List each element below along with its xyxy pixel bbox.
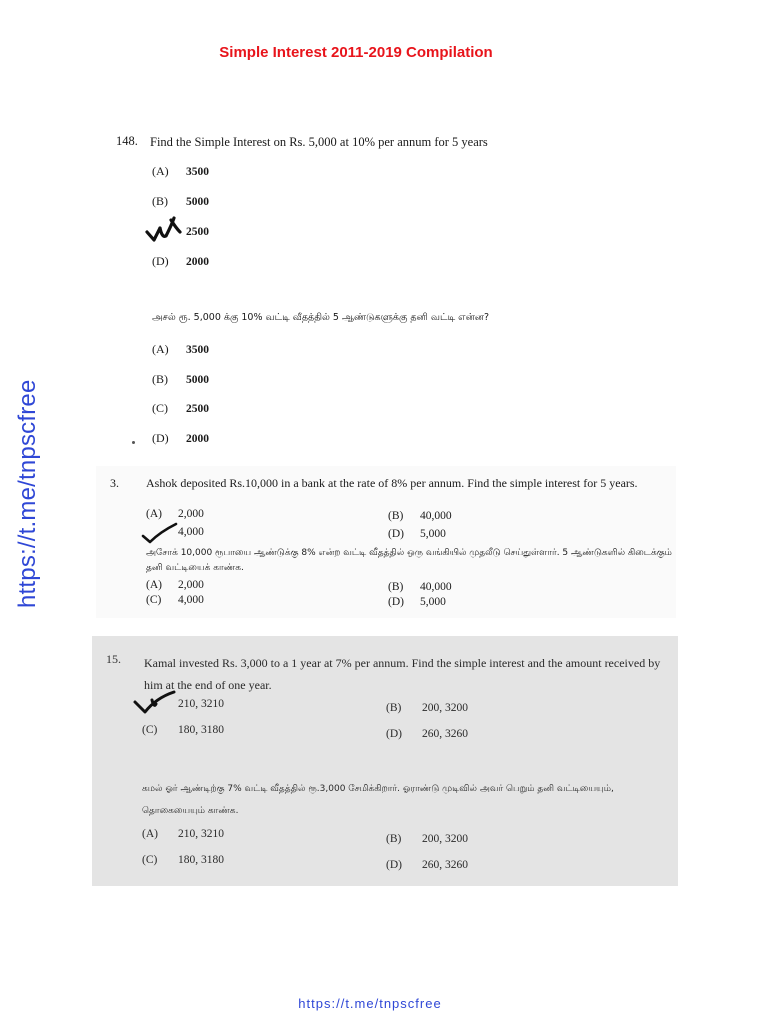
option-a: 210, 3210: [178, 698, 224, 710]
option-a-tamil: (A) 210, 3210: [142, 828, 224, 840]
option-c-tamil: (C) 2500: [152, 401, 209, 415]
page-title: Simple Interest 2011-2019 Compilation: [219, 44, 493, 61]
option-a-tamil: (A) 2,000: [146, 579, 204, 591]
scan-speck: [132, 441, 135, 444]
option-d: (D) 2000: [152, 254, 209, 268]
question-number: 15.: [106, 652, 121, 666]
option-b-tamil: (B) 200, 3200: [386, 833, 468, 845]
question-text-tamil: அசோக் 10,000 ரூபாயை ஆண்டுக்கு 8% என்ற வட்டி வீதத்தில் ஒரு வங்கியில் முதலீடு செய்துள்ளார். 5 ஆண்டுகளில் கிடைக்கும் தனி வட்டியைக் காண்க.: [146, 548, 672, 573]
option-a-tamil: (A) 3500: [152, 342, 209, 356]
option-c: 2500: [186, 226, 209, 238]
option-b: (B) 5000: [152, 194, 209, 208]
answer-tick-mark-icon: [144, 214, 184, 244]
option-b: (B) 200, 3200: [386, 702, 468, 714]
option-c-tamil: (C) 180, 3180: [142, 854, 224, 866]
option-d-tamil: (D) 5,000: [388, 596, 446, 608]
question-number: 3.: [110, 476, 119, 490]
option-b: (B) 40,000: [388, 510, 452, 522]
option-c: 4,000: [178, 526, 204, 538]
question-3: [96, 466, 676, 618]
option-c-tamil: (C) 4,000: [146, 594, 204, 606]
question-text-english: Find the Simple Interest on Rs. 5,000 at 10% per annum for 5 years: [150, 135, 488, 149]
question-text-english: Ashok deposited Rs.10,000 in a bank at the rate of 8% per annum. Find the simple interest for 5 years.: [146, 476, 638, 490]
answer-tick-mark-icon: [132, 688, 178, 718]
option-b-tamil: (B) 5000: [152, 372, 209, 386]
question-15: [92, 636, 678, 886]
answer-tick-mark-icon: [140, 522, 180, 546]
question-text-english: Kamal invested Rs. 3,000 to a 1 year at 7% per annum. Find the simple interest and the amount received by him at the end of one year.: [144, 656, 661, 692]
option-c: (C) 180, 3180: [142, 724, 224, 736]
question-text-tamil: கமல் ஓர் ஆண்டிற்கு 7% வட்டி வீதத்தில் ரூ.3,000 சேமிக்கிறார். ஓராண்டு முடிவில் அவர் பெறும் தனி வட்டியையும், தொகையையும் காண்க.: [142, 784, 614, 816]
option-d: (D) 5,000: [388, 528, 446, 540]
question-text-tamil: அசல் ரூ. 5,000 க்கு 10% வட்டி வீதத்தில் 5 ஆண்டுகளுக்கு தனி வட்டி என்ன?: [152, 312, 490, 323]
option-a: (A) 2,000: [146, 508, 204, 520]
option-d: (D) 260, 3260: [386, 728, 468, 740]
side-telegram-link[interactable]: https://t.me/tnpscfree: [14, 379, 41, 608]
option-d-tamil: (D) 260, 3260: [386, 859, 468, 871]
option-a: (A) 3500: [152, 164, 209, 178]
question-number: 148.: [116, 134, 138, 148]
footer-telegram-link[interactable]: https://t.me/tnpscfree: [298, 996, 442, 1011]
option-b-tamil: (B) 40,000: [388, 581, 452, 593]
option-d-tamil: (D) 2000: [152, 431, 209, 445]
